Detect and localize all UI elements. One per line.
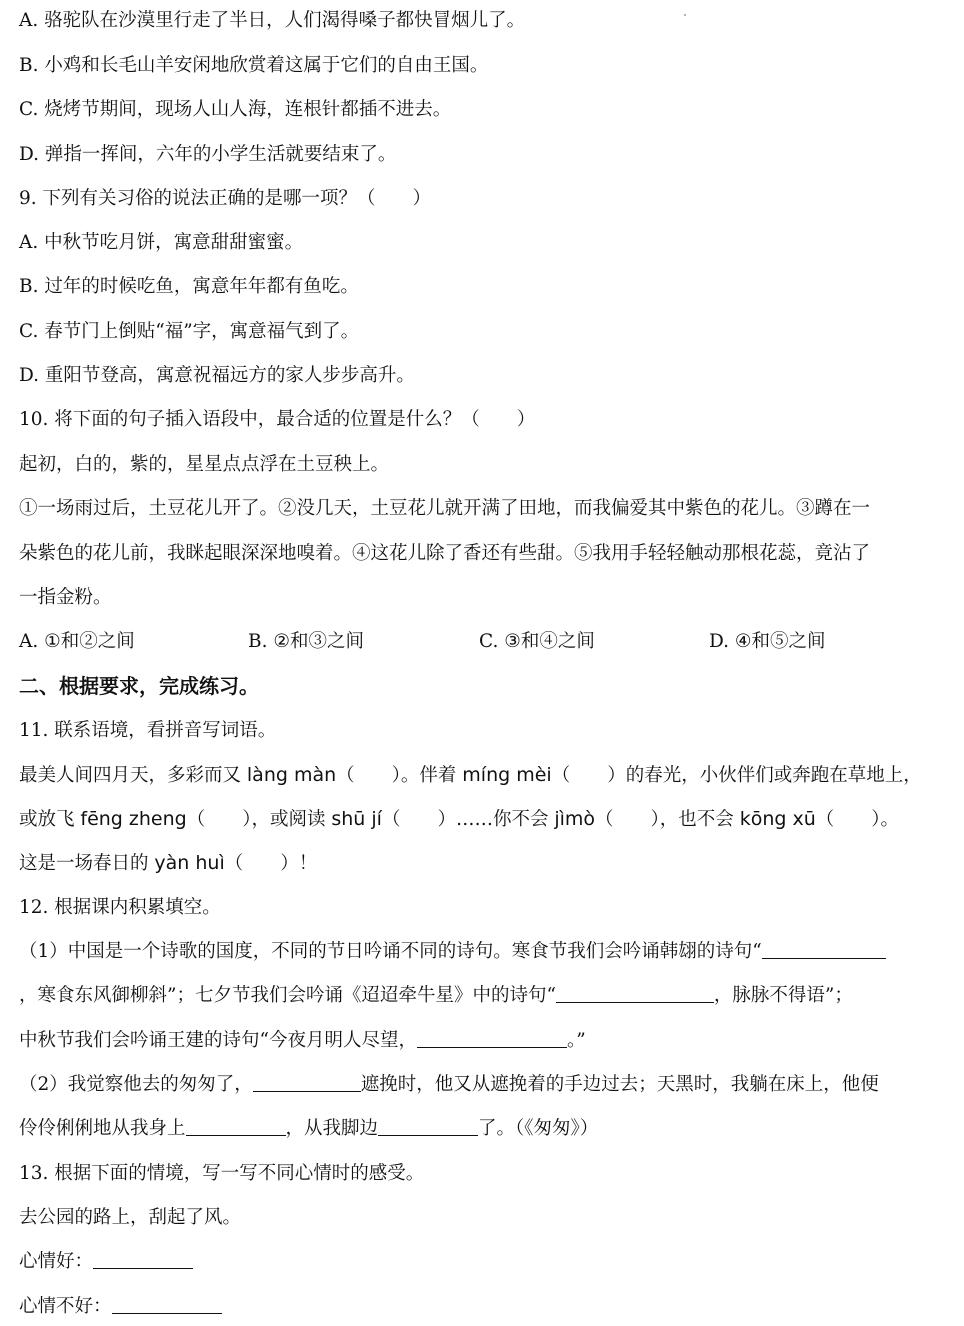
answer-blank[interactable] <box>112 1295 222 1314</box>
q10-passage-line-3: 一指金粉。 <box>19 587 112 608</box>
q9-stem: 9. 下列有关习俗的说法正确的是哪一项？（ ） <box>19 188 432 209</box>
q10-option-b: B. ②和③之间 <box>248 631 364 652</box>
q8-option-d: D. 弹指一挥间，六年的小学生活就要结束了。 <box>19 144 397 165</box>
q9-option-d: D. 重阳节登高，寓意祝福远方的家人步步高升。 <box>19 365 415 386</box>
answer-blank[interactable] <box>417 1029 567 1048</box>
pinyin-feng-zheng: fēng zheng <box>80 808 187 830</box>
q13-bad-mood: 心情不好： <box>19 1294 950 1320</box>
pinyin-ji-mo: jìmò <box>554 808 596 830</box>
answer-blank[interactable] <box>253 1073 361 1092</box>
q9-option-b: B. 过年的时候吃鱼，寓意年年都有鱼吃。 <box>19 276 359 297</box>
q12-part1-line-1: （1）中国是一个诗歌的国度，不同的节日吟诵不同的诗句。寒食节我们会吟诵韩翃的诗句“ <box>19 939 950 965</box>
answer-blank[interactable] <box>378 1117 478 1136</box>
pinyin-ming-mei: míng mèi <box>462 764 552 786</box>
q8-option-c: C. 烧烤节期间，现场人山人海，连根针都插不进去。 <box>19 99 452 120</box>
q10-option-a: A. ①和②之间 <box>19 631 135 652</box>
q10-sentence: 起初，白的，紫的，星星点点浮在土豆秧上。 <box>19 454 390 475</box>
pinyin-lang-man: làng màn <box>246 764 337 786</box>
q12-stem: 12. 根据课内积累填空。 <box>19 897 221 918</box>
q9-option-c: C. 春节门上倒贴“福”字，寓意福气到了。 <box>19 321 360 342</box>
q12-part1-line-2: ，寒食东风御柳斜”；七夕节我们会吟诵《迢迢牵牛星》中的诗句“ ，脉脉不得语”； <box>19 985 853 1006</box>
q13-good-mood: 心情好： <box>19 1249 950 1275</box>
q8-option-a: A. 骆驼队在沙漠里行走了半日，人们渴得嗓子都快冒烟儿了。 <box>19 10 526 31</box>
q10-option-c: C. ③和④之间 <box>479 631 595 652</box>
q10-stem: 10. 将下面的句子插入语段中，最合适的位置是什么？（ ） <box>19 409 536 430</box>
q8-option-b: B. 小鸡和长毛山羊安闲地欣赏着这属于它们的自由王国。 <box>19 55 489 76</box>
pinyin-kong-xu: kōng xū <box>739 808 816 830</box>
q10-passage-line-1: ①一场雨过后，土豆花儿开了。②没几天，土豆花儿就开满了田地，而我偏爱其中紫色的花儿。③蹲在一 <box>19 498 871 519</box>
pinyin-yan-hui: yàn huì <box>154 852 225 874</box>
q11-line-1: 最美人间四月天，多彩而又 làng màn（ ）。伴着 míng mèi（ ）的春光，小伙伴们或奔跑在草地上， <box>19 764 922 786</box>
q12-part2-line-1: （2）我觉察他去的匆匆了， 遮挽时，他又从遮挽着的手边过去；天黑时，我躺在床上，他便 <box>19 1074 879 1095</box>
answer-blank[interactable] <box>93 1250 193 1269</box>
q11-line-2: 或放飞 fēng zheng（ ），或阅读 shū jí（ ）……你不会 jìmò（ ），也不会 kōng xū（ ）。 <box>19 808 900 830</box>
answer-blank[interactable] <box>556 984 714 1003</box>
q13-context: 去公园的路上，刮起了风。 <box>19 1207 242 1228</box>
answer-blank[interactable] <box>762 940 886 959</box>
q11-stem: 11. 联系语境，看拼音写词语。 <box>19 720 277 741</box>
q11-line-3: 这是一场春日的 yàn huì（ ）！ <box>19 852 318 874</box>
q10-option-d: D. ④和⑤之间 <box>709 631 826 652</box>
q12-part2-line-2: 伶伶俐俐地从我身上 ，从我脚边 了。（《匆匆》） <box>19 1118 599 1139</box>
section-2-heading: 二、根据要求，完成练习。 <box>19 674 259 698</box>
q10-passage-line-2: 朵紫色的花儿前，我眯起眼深深地嗅着。④这花儿除了香还有些甜。⑤我用手轻轻触动那根花蕊，竟沾了 <box>19 543 871 564</box>
q13-stem: 13. 根据下面的情境，写一写不同心情时的感受。 <box>19 1163 425 1184</box>
answer-blank[interactable] <box>186 1117 286 1136</box>
pinyin-shu-ji: shū jí <box>331 808 382 830</box>
q12-part1-line-3: 中秋节我们会吟诵王建的诗句“今夜月明人尽望， 。” <box>19 1030 586 1051</box>
q9-option-a: A. 中秋节吃月饼，寓意甜甜蜜蜜。 <box>19 232 304 253</box>
